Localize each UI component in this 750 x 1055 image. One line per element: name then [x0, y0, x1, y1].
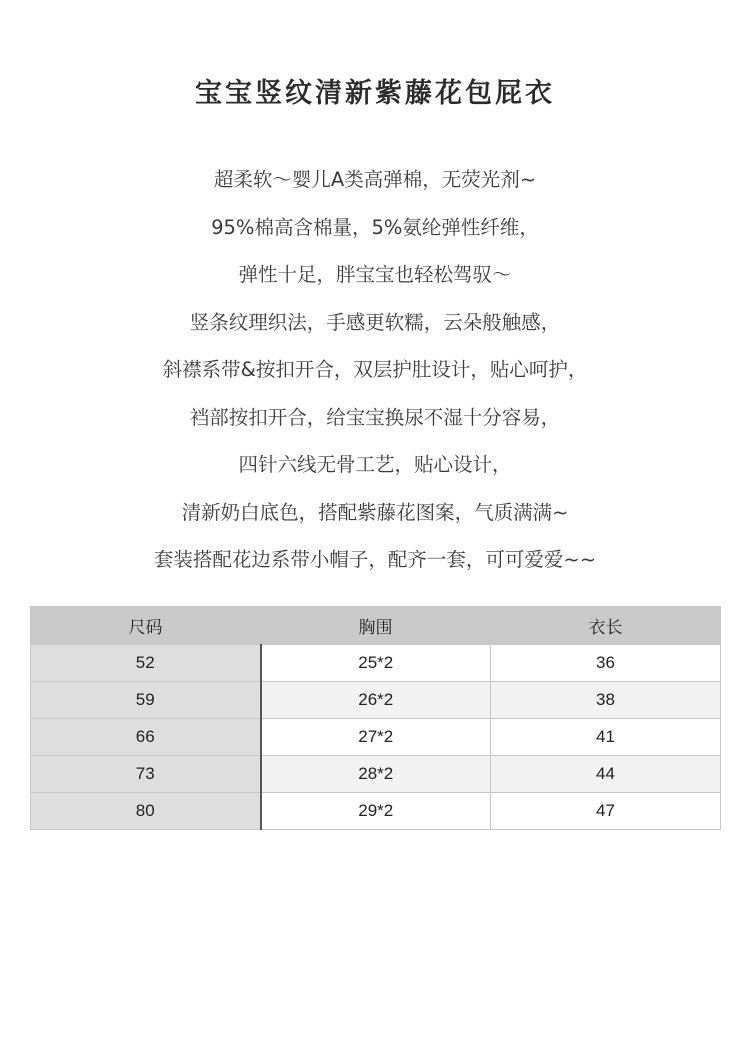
table-row: [31, 756, 721, 793]
product-description: [0, 156, 750, 584]
table-row: [31, 719, 721, 756]
cell-length: 36: [491, 645, 721, 682]
table-row: [31, 682, 721, 719]
header-chest: 胸围: [261, 607, 491, 645]
table-row: [31, 793, 721, 830]
cell-size: 52: [31, 645, 261, 682]
description-line: 95%棉高含棉量，5%氨纶弹性纤维，: [211, 215, 539, 239]
cell-chest: 27*2: [261, 719, 491, 756]
description-line: 四针六线无骨工艺，贴心设计，: [238, 453, 512, 476]
description-line: 弹性十足，胖宝宝也轻松驾驭～: [238, 263, 512, 286]
cell-chest: 26*2: [261, 682, 491, 719]
cell-length: 38: [491, 682, 721, 719]
cell-length: 41: [491, 719, 721, 756]
description-line: 竖条纹理织法，手感更软糯，云朵般触感，: [189, 310, 561, 334]
description-line: 斜襟系带&按扣开合，双层护肚设计，贴心呵护，: [162, 358, 588, 381]
description-line: 清新奶白底色，搭配紫藤花图案，气质满满~: [181, 500, 569, 524]
description-line: 套装搭配花边系带小帽子，配齐一套，可可爱爱~~: [153, 548, 597, 571]
cell-chest: 28*2: [261, 756, 491, 793]
cell-length: 44: [491, 756, 721, 793]
product-title: 宝宝竖纹清新紫藤花包屁衣: [195, 78, 555, 109]
description-line: 超柔软～婴儿A类高弹棉，无荧光剂~: [213, 168, 537, 191]
cell-chest: 25*2: [261, 645, 491, 682]
size-chart-table: [30, 606, 721, 830]
table-row: [31, 645, 721, 682]
cell-size: 73: [31, 756, 261, 793]
cell-length: 47: [491, 793, 721, 830]
cell-size: 66: [31, 719, 261, 756]
description-line: 裆部按扣开合，给宝宝换尿不湿十分容易，: [189, 405, 561, 429]
header-length: 衣长: [491, 607, 721, 645]
table-header-row: [31, 607, 721, 645]
cell-size: 59: [31, 682, 261, 719]
cell-size: 80: [31, 793, 261, 830]
cell-chest: 29*2: [261, 793, 491, 830]
header-size: 尺码: [31, 607, 261, 645]
